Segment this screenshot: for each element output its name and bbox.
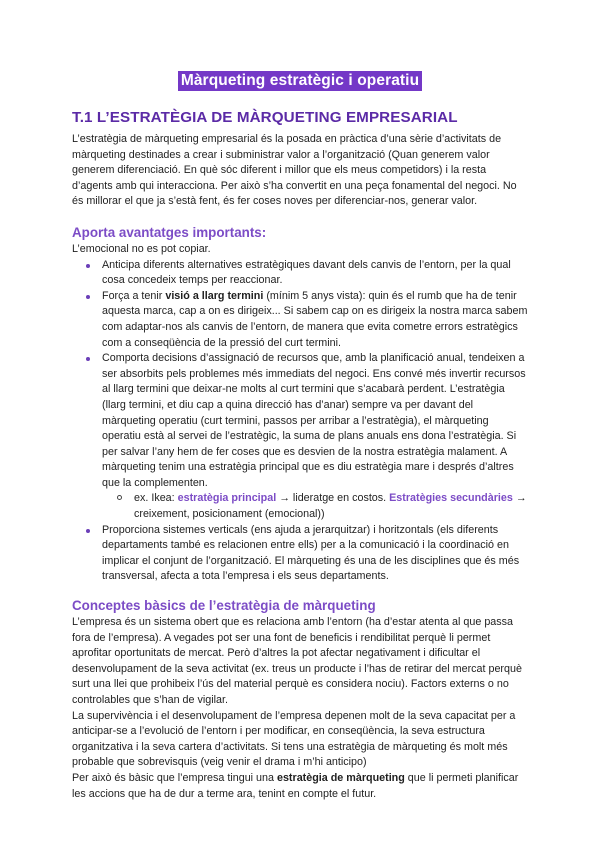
- advantages-heading: Aporta avantatges importants:: [72, 224, 267, 240]
- document-title-highlight: Màrqueting estratègic i operatiu: [178, 71, 422, 91]
- highlight-text: Estratègies secundàries: [389, 492, 513, 505]
- highlight-text: estratègia principal: [177, 492, 277, 505]
- concepts-heading: Conceptes bàsics de l’estratègia de màrqueting: [72, 598, 376, 614]
- bold-text: estratègia de màrqueting: [276, 771, 405, 784]
- sub-list: [102, 491, 528, 522]
- list-item: Força a tenir visió a llarg termini (mínim 5 anys vista): quin és el rumb que ha de tenir aquesta marca, cap a on es dirigeix... Si sabem cap on es dirigeix la nostra marca sabem com adaptar-nos als canvis de l’entorn, de manera que evita cometre errors estratègics com a conseqüència de la pressió del curt termini.: [102, 289, 528, 351]
- section-heading-strategy: T.1 L’ESTRATÈGIA DE MÀRQUETING EMPRESARIAL: [72, 109, 458, 126]
- intro-paragraph: L’estratègia de màrqueting empresarial és la posada en pràctica d’una sèrie d’activitats de màrqueting destinades a crear i subministrar valor a l’organització (Quan generem valor generem diferenciació. En què sóc diferent i millor que els meus competidors) i la resta d’agents amb qui interacciona. Per això s’ha convertit en una peça fonamental del negoci. No és millorar el que ja s’està fent, és fer coses noves per diferenciar-nos, generar valor.: [72, 133, 517, 208]
- list-item: Comporta decisions d’assignació de recursos que, amb la planificació anual, tendeixen a ser absorbits pels problemes més immediats del negoci. Ens convé més invertir recursos al llarg termini que deixar-ne molts al curt termini que s’acabarà perdent. L’estratègia (llarg termini, et diu cap a quina direcció has d’anar) sempre va per davant del màrqueting operatiu (curt termini, passos per arribar a l’estratègia), el màrqueting operatiu està al servei de l’estratègic, la suma de plans anuals ens dona l’estratègia. Si per salvar l’any hem de fer coses que es desvien de la nostra estratègia malament. A màrqueting tenim una estratègia principal que es diu estratègia mare i després d’altres que la complementen. ex. Ikea: estratègia principal → lideratge en costos. Estratègies secundàries → creixement, posicionament (emocional)): [102, 351, 528, 523]
- bold-text: visió a llarg termini: [165, 289, 264, 302]
- document-content: [72, 108, 528, 802]
- list-item: Proporciona sistemes verticals (ens ajuda a jerarquitzar) i horitzontals (els diferents departaments també es relacionen entre ells) per a la comunicació i la coordinació en implicar el conjunt de l’organització. El màrqueting és una de les disciplines que és més transversal, afecta a tota l’empresa i els seus departaments.: [102, 523, 528, 585]
- advantages-list: [72, 258, 528, 585]
- concepts-paragraph-2: La supervivència i el desenvolupament de l’empresa depenen molt de la seva capacitat per a anticipar-se a l’evolució de l’entorn i per modificar, en conseqüència, la seva estructura organitzativa i la seva cartera d’activitats. Si tens una estratègia de màrqueting és molt més probable que sobrevisquis (veig venir el drama i m’hi anticipo): [72, 709, 516, 769]
- concepts-paragraph-1: L’empresa és un sistema obert que es relaciona amb l’entorn (ha d’estar atenta al que passa fora de l’empresa). A vegades pot ser una font de beneficis i rendibilitat perquè li permet aprofitar oportunitats de mercat. Però d’altres la pot afectar negativament i dificultar el desenvolupament de la seva activitat (ex. treus un producte i l’has de retirar del mercat perquè surt una llei que prohibeix l’ús del material perquè es considera nociu). Factors externs o no controlables que s’han de vigilar.: [72, 616, 522, 706]
- list-item: Anticipa diferents alternatives estratègiques davant dels canvis de l’entorn, per la qual cosa concedeix temps per reaccionar.: [102, 258, 528, 289]
- advantages-lead: L’emocional no es pot copiar.: [72, 242, 211, 255]
- sub-list-item: ex. Ikea: estratègia principal → lideratge en costos. Estratègies secundàries → creixement, posicionament (emocional)): [134, 491, 528, 522]
- concepts-paragraph-3: Per això és bàsic que l’empresa tingui una estratègia de màrqueting que li permeti planificar les accions que ha de dur a terme ara, tenint en compte el futur.: [72, 771, 519, 800]
- document-title: [0, 71, 600, 91]
